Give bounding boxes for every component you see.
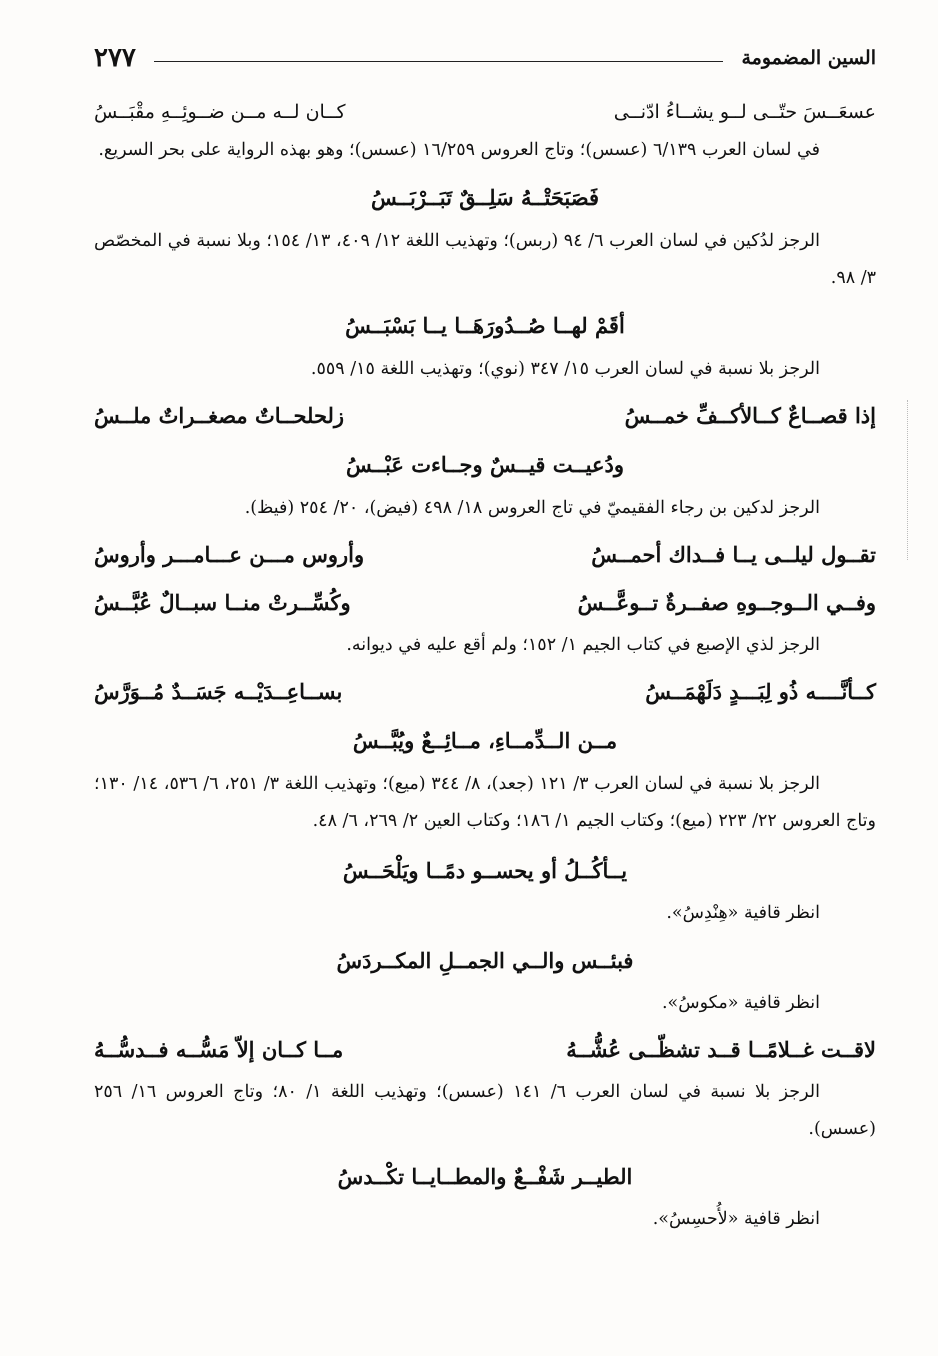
source-note: الرجز لدكين بن رجاء الفقيميّ في تاج العروس ١٨/ ٤٩٨ (فيض)، ٢٠/ ٢٥٤ (فيظ). [244,498,820,518]
verse-single: مــن الــدِّمــاءِ، مــائِــعٌ ويُبَّــسُ [352,728,618,753]
verse-second-hemistich: وأروس مـــن عـــامـــر وأروسُ [94,542,365,567]
verse-second-hemistich: بســاعِــدَيْــه جَسَــدٌ مُــوَرَّسُ [94,679,343,704]
verse-second-hemistich: زلحلحــاتٌ مصغــراتٌ ملــسُ [94,403,345,428]
verse-second-hemistich: كــان لــه مــن ضــوئِــهِ مقْبَــسُ [94,101,346,123]
page-number: ٢٧٧ [94,43,136,73]
source-note: في لسان العرب ٦/١٣٩ (عسس)؛ وتاج العروس ١٦/٢٥٩ (عسس)؛ وهو بهذه الرواية على بحر السريع. [98,140,820,160]
rhyme-reference: انظر قافية «لأُحسِسُ». [652,1209,820,1229]
rhyme-reference: انظر قافية «هِنْدِسُ». [666,903,820,923]
verse-single: يــأكُــلُ أو يحســو دمًــا ويَلْحَــسُ [342,858,628,883]
verse-single: ودُعيــت قيــسٌ وجــاءت عَبْــسُ [345,452,625,477]
verse-second-hemistich: وكُسِّــرتْ منــا سبــالٌ عُبَّــسُ [94,590,351,615]
source-note: الرجز بلا نسبة في لسان العرب ٦/ ١٤١ (عسس)؛ وتهذيب اللغة ١/ ٨٠؛ وتاج العروس ١٦/ ٢٥٦ (عسس). [94,1082,876,1139]
source-note: الرجز بلا نسبة في لسان العرب ١٥/ ٣٤٧ (نوي)؛ وتهذيب اللغة ١٥/ ٥٥٩. [310,359,820,379]
entry [94,531,876,664]
rhyme-reference: انظر قافية «مكوسُ». [661,993,820,1013]
verse-first-hemistich: تقــول ليلــى يــا فــداك أحمــسُ [591,542,876,567]
page-body [94,92,876,1242]
entry [94,1026,876,1148]
source-note: الرجز لذي الإصبع في كتاب الجيم ١/ ١٥٢؛ ولم أقع عليه في ديوانه. [346,635,820,655]
verse-first-hemistich: وفــي الــوجــوهِ صفــرةٌ تــوعَّــسُ [577,590,876,615]
verse-first-hemistich: لاقــت غــلامًــا قــد تشظّــى عُشُّــهُ [566,1037,876,1062]
source-note: الرجز بلا نسبة في لسان العرب ٣/ ١٢١ (جعد)، ٨/ ٣٤٤ (ميع)؛ وتهذيب اللغة ٣/ ٢٥١، ٦/ ٥٣٦، ١٤/ ١٣٠؛ وتاج العروس ٢٢/ ٢٢٣ (ميع)؛ وكتاب الجيم ١/ ١٨٦؛ وكتاب العين ٢/ ٢٦٩، ٦/ ٤٨. [94,774,876,831]
running-title: السين المضمومة [741,47,876,69]
page-header [94,38,876,78]
entry [94,173,876,297]
verse-line [94,92,876,132]
entry [94,392,876,527]
scan-margin-mark [904,400,908,560]
header-rule [154,61,724,62]
entry [94,1152,876,1236]
entry [94,668,876,840]
verse-second-hemistich: مــا كــان إلاّ مَسُّــه فــدسُّــهُ [94,1037,344,1062]
verse-line [94,1026,876,1074]
verse-first-hemistich: كــأنَّــــه ذُو لِبَـــدٍ دَلَهْمَــسُ [645,679,876,704]
verse-single: أقَمْ لهــا صُــدُورَهَــا يــا بَسْبَــسُ [345,313,625,338]
verse-single: فبئــس والــي الجمــلِ المكــردَسُ [336,948,634,973]
entry [94,301,876,388]
source-note: الرجز لدُكين في لسان العرب ٦/ ٩٤ (ربس)؛ وتهذيب اللغة ١٢/ ٤٠٩، ١٣/ ١٥٤؛ وبلا نسبة في المخصّص ٣/ ٩٨. [94,231,876,288]
verse-single: الطيــر شَفْــعٌ والمطــايــا تكْــدسُ [337,1164,633,1189]
verse-single: فَصَبَحَتْــهُ سَلِــقٌ تَبَــرْبَــسُ [370,185,600,210]
entry [94,936,876,1020]
entry [94,92,876,169]
verse-line [94,392,876,440]
verse-first-hemistich: عسعَــسَ حتّــى لــو يشــاءُ ادّنــى [613,101,876,123]
verse-first-hemistich: إذا قصــاعٌ كــالأكــفِّ خمــسُ [624,403,876,428]
verse-line [94,579,876,627]
verse-line [94,531,876,579]
entry [94,846,876,930]
verse-line [94,668,876,716]
